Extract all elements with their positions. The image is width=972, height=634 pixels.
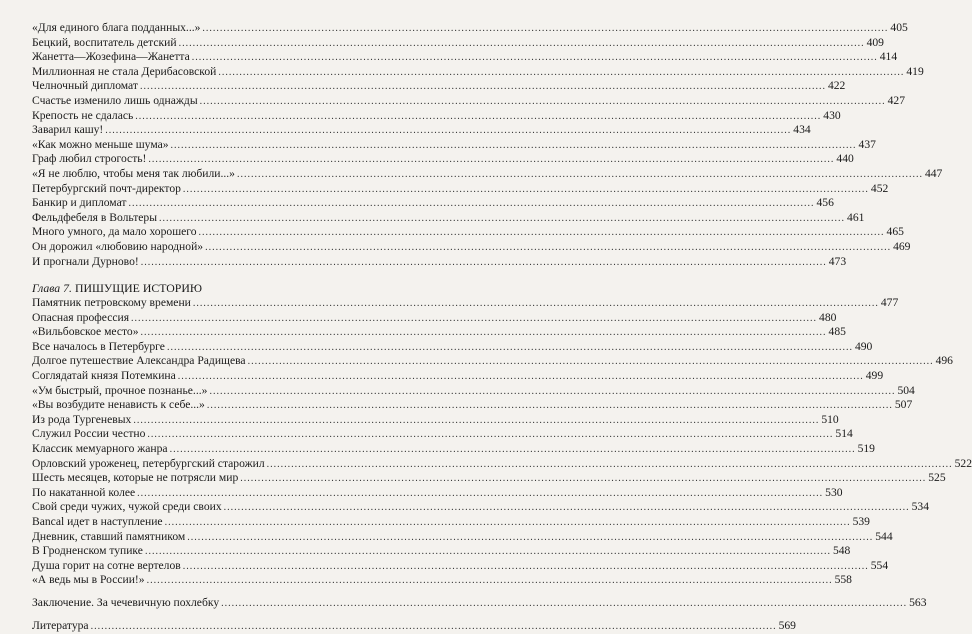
dot-leader: [147, 574, 833, 589]
dot-leader: [167, 341, 853, 356]
toc-entry-page: 530: [825, 485, 843, 499]
toc-entry-page: 499: [865, 369, 884, 383]
dot-leader: [183, 560, 869, 575]
toc-entry-title: «Вы возбудите ненависть к себе...»: [32, 398, 205, 412]
toc-entry-page: 465: [886, 225, 904, 239]
toc-entry: [32, 412, 839, 428]
dot-leader: [221, 597, 907, 612]
dot-leader: [137, 487, 823, 502]
toc-entry: [32, 35, 884, 51]
toc-entry-page: 496: [935, 354, 953, 368]
toc-entry: [32, 471, 946, 486]
toc-entry-page: 434: [793, 123, 811, 137]
toc-entry: [32, 108, 841, 124]
toc-entry-title: Шесть месяцев, которые не потрясли мир: [32, 471, 239, 485]
toc-entry-page: 477: [880, 296, 899, 310]
dot-leader: [207, 399, 893, 414]
toc-entry: [32, 354, 953, 369]
toc-entry-page: 558: [834, 573, 852, 587]
toc-entry: [32, 239, 911, 255]
toc-entry-title: Все началось в Петербурге: [32, 339, 165, 353]
toc-entry-page: 473: [828, 254, 847, 268]
toc-entry-title: «А ведь мы в России!»: [32, 573, 145, 587]
toc-entry-title: «Вильбовское место»: [32, 325, 139, 339]
toc-entry-title: Bancal идет в наступление: [32, 515, 163, 528]
toc-entry: [32, 181, 889, 197]
toc-entry-page: 452: [870, 181, 889, 195]
toc-entry-title: Банкир и дипломат: [32, 196, 127, 210]
toc-entry: [32, 369, 884, 384]
toc-entry: [32, 225, 904, 240]
toc-entry-page: 405: [890, 21, 908, 34]
toc-entry-page: 409: [866, 35, 884, 49]
dot-leader: [224, 501, 910, 516]
dot-leader: [200, 95, 886, 110]
toc-entry-page: 548: [832, 544, 851, 558]
toc-entry: [32, 296, 899, 311]
toc-entry-title: И прогнали Дурново!: [32, 254, 139, 268]
toc-entry-title: Много умного, да мало хорошего: [32, 225, 197, 239]
toc-entry: [32, 595, 927, 611]
toc-entry: [32, 544, 851, 559]
toc-entry: [32, 166, 943, 182]
toc-entry-page: 522: [954, 456, 972, 470]
toc-entry: [32, 398, 913, 413]
toc-entry-page: 422: [827, 79, 846, 93]
toc-entry-title: Счастье изменило лишь однажды: [32, 93, 198, 107]
chapter-title: ПИШУЩИЕ ИСТОРИЮ: [74, 281, 202, 296]
toc-entry: [32, 383, 915, 399]
toc-entry-title: «Для единого блага подданных...»: [32, 21, 201, 34]
toc-entry: [32, 64, 924, 80]
toc-entry-title: «Как можно меньше шума»: [32, 137, 169, 151]
toc-entry: [32, 339, 873, 355]
toc-entry: [32, 123, 811, 138]
toc-entry: [32, 427, 853, 442]
toc-entry: [32, 21, 908, 36]
toc-entry: [32, 50, 898, 65]
toc-entry-title: Фельдфебеля в Вольтеры: [32, 210, 158, 224]
toc-entry-page: 539: [852, 515, 870, 528]
toc-entry-page: 563: [909, 595, 927, 609]
toc-entry: [32, 573, 852, 588]
dot-leader: [159, 212, 845, 227]
toc-entry: [32, 456, 972, 472]
dot-leader: [267, 458, 953, 473]
toc-entry-title: Душа горит на сотне вертелов: [32, 558, 181, 572]
toc-entry-title: Служил России честно: [32, 427, 146, 441]
toc-entry-title: Орловский уроженец, петербургский старожил: [32, 456, 265, 470]
dot-leader: [199, 226, 885, 241]
toc-entry-page: 519: [857, 442, 875, 456]
dot-leader: [205, 241, 891, 256]
toc-entry-page: 485: [828, 325, 846, 339]
toc-entry-page: 554: [870, 558, 889, 572]
dot-leader: [179, 37, 865, 52]
toc-entry-title: Опасная профессия: [32, 310, 130, 324]
toc-entry-page: 534: [911, 500, 930, 514]
toc-entry: [32, 500, 930, 515]
toc-entry-title: Дневник, ставший памятником: [32, 529, 186, 543]
dot-leader: [202, 22, 888, 37]
table-of-contents: [32, 21, 972, 633]
toc-entry-title: Заключение. За чечевичную похлебку: [32, 595, 220, 609]
toc-entry: [32, 618, 796, 634]
toc-entry: [32, 254, 847, 270]
toc-entry-page: 419: [906, 64, 924, 78]
toc-entry-page: 456: [816, 196, 834, 210]
dot-leader: [141, 326, 827, 341]
toc-entry-title: Крепость не сдалась: [32, 108, 134, 122]
toc-entry-title: Соглядатай князя Потемкина: [32, 369, 176, 383]
toc-section-1: [32, 21, 943, 269]
toc-entry-title: Из рода Тургеневых: [32, 412, 132, 426]
toc-entry-title: Классик мемуарного жанра: [32, 442, 168, 456]
dot-leader: [170, 443, 856, 458]
dot-leader: [237, 168, 923, 183]
toc-entry-page: 569: [778, 618, 796, 632]
toc-entry-page: 544: [875, 529, 893, 543]
toc-closing-conclusion: [32, 595, 927, 611]
chapter-heading: [32, 281, 374, 296]
toc-entry: [32, 196, 834, 211]
toc-entry-title: Литература: [32, 618, 89, 632]
toc-entry-title: Бецкий, воспитатель детский: [32, 35, 177, 49]
dot-leader: [135, 110, 821, 125]
toc-section-chapter-7: [32, 296, 972, 588]
toc-entry-title: «Ум быстрый, прочное познанье...»: [32, 383, 208, 397]
dot-leader: [209, 385, 895, 400]
toc-entry: [32, 442, 875, 457]
toc-entry-title: В Гродненском тупике: [32, 544, 143, 558]
toc-entry-page: 440: [836, 152, 854, 166]
dot-leader: [183, 183, 869, 198]
toc-entry-title: Жанетта—Жозефина—Жанетта: [32, 50, 190, 64]
toc-entry: [32, 310, 837, 326]
toc-entry-page: 514: [835, 427, 853, 441]
dot-leader: [240, 472, 926, 487]
dot-leader: [218, 66, 904, 81]
toc-entry: [32, 79, 846, 94]
toc-entry-page: 427: [887, 93, 905, 107]
dot-leader: [187, 531, 873, 546]
toc-entry-title: «Я не люблю, чтобы меня так любили...»: [32, 166, 235, 180]
toc-entry-page: 510: [821, 412, 839, 426]
toc-entry-title: По накатанной колее: [32, 485, 136, 499]
toc-entry-title: Миллионная не стала Дерибасовской: [32, 64, 217, 78]
toc-entry-page: 437: [858, 137, 876, 151]
dot-leader: [193, 297, 879, 312]
dot-leader: [105, 124, 791, 139]
toc-entry-page: 461: [847, 210, 865, 224]
toc-entry-title: Заварил кашу!: [32, 123, 104, 137]
toc-entry: [32, 325, 846, 340]
toc-entry-title: Памятник петровскому времени: [32, 296, 191, 310]
dot-leader: [133, 414, 819, 429]
dot-leader: [140, 80, 826, 95]
toc-entry-page: 469: [893, 239, 911, 253]
toc-entry: [32, 152, 854, 167]
dot-leader: [165, 516, 851, 531]
toc-entry: [32, 93, 905, 109]
dot-leader: [171, 139, 857, 154]
dot-leader: [131, 312, 817, 327]
toc-entry-page: 447: [924, 166, 943, 180]
toc-entry: [32, 137, 876, 153]
toc-entry: [32, 515, 870, 530]
toc-entry-title: Долгое путешествие Александра Радищева: [32, 354, 246, 368]
toc-entry-title: Он дорожил «любовию народной»: [32, 239, 204, 253]
toc-closing-literature: [32, 618, 796, 634]
toc-entry-page: 504: [897, 383, 915, 397]
toc-entry-page: 525: [928, 471, 946, 485]
toc-entry-page: 430: [823, 108, 841, 122]
dot-leader: [91, 620, 777, 634]
toc-entry-title: Граф любил строгость!: [32, 152, 147, 166]
dot-leader: [128, 197, 814, 212]
toc-entry-title: Челночный дипломат: [32, 79, 138, 93]
dot-leader: [147, 428, 833, 443]
toc-entry-page: 507: [894, 398, 913, 412]
toc-entry-page: 480: [819, 310, 837, 324]
dot-leader: [145, 545, 831, 560]
toc-entry: [32, 558, 889, 574]
dot-leader: [148, 153, 834, 168]
toc-entry: [32, 529, 893, 545]
dot-leader: [141, 256, 827, 271]
toc-entry-title: Свой среди чужих, чужой среди своих: [32, 500, 222, 514]
toc-entry-title: Петербургский почт-директор: [32, 181, 181, 195]
dot-leader: [248, 355, 934, 370]
dot-leader: [178, 370, 864, 385]
toc-entry: [32, 485, 843, 501]
dot-leader: [192, 51, 878, 66]
toc-entry: [32, 210, 865, 226]
chapter-label: Глава 7.: [32, 281, 73, 296]
toc-entry-page: 490: [854, 339, 873, 353]
toc-entry-page: 414: [879, 50, 898, 64]
